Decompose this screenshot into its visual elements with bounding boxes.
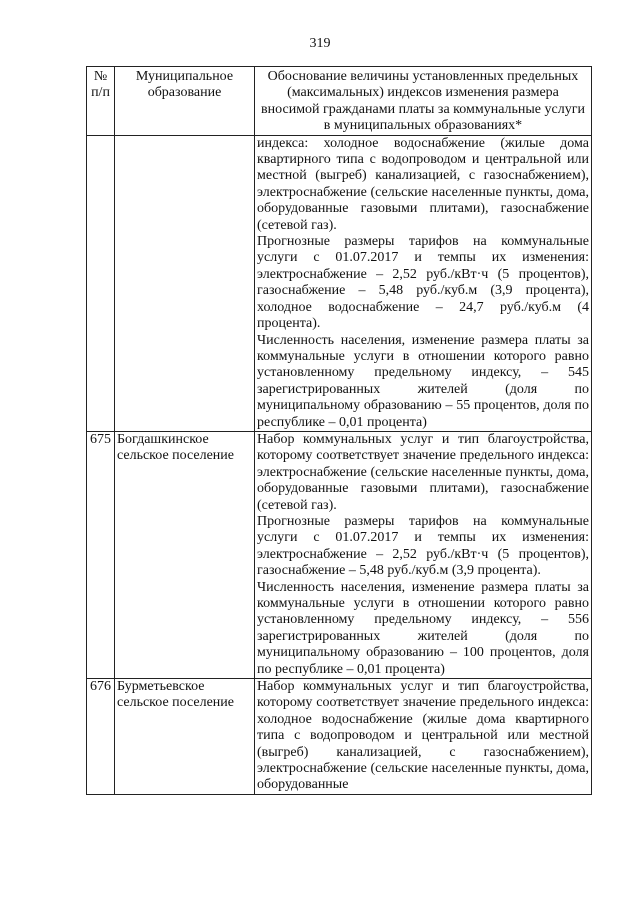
table-row [87, 431, 592, 678]
justification-paragraph: Набор коммунальных услуг и тип благоустройства, которому соответствует значение предельного индекса: холодное водоснабжение (жилые дома квартирного типа с водопроводом и центральной или местной (выгреб) канализацией, с газоснабжением), электроснабжение (сельские населенные пункты, дома, оборудованные [257, 679, 589, 793]
municipal-index-table [86, 66, 592, 795]
justification-paragraph: Прогнозные размеры тарифов на коммунальные услуги с 01.07.2017 и темпы их изменения: электроснабжение – 2,52 руб./кВт·ч (5 процентов), газоснабжение – 5,48 руб./куб.м (3,9 процента), холодное водоснабжение – 24,7 руб./куб.м (4 процента). [257, 234, 589, 332]
header-num: № п/п [87, 67, 115, 136]
row-justification [255, 135, 592, 431]
table-header-row [87, 67, 592, 136]
row-num [87, 135, 115, 431]
table-row [87, 135, 592, 431]
row-municipality [115, 135, 255, 431]
justification-paragraph: Прогнозные размеры тарифов на коммунальные услуги с 01.07.2017 и темпы их изменения: электроснабжение – 2,52 руб./кВт·ч (5 процентов), газоснабжение – 5,48 руб./куб.м (3,9 процента). [257, 513, 589, 579]
page-number: 319 [309, 36, 331, 51]
row-municipality: Бурметьевское сельское поселение [115, 679, 255, 795]
justification-paragraph: индекса: холодное водоснабжение (жилые дома квартирного типа с водопроводом и центральной или местной (выгреб) канализацией, с газоснабжением), электроснабжение (сельские населенные пункты, дома, оборудованные газовыми плитами), газоснабжение (сетевой газ). [257, 135, 589, 233]
row-justification [255, 679, 592, 795]
header-municipality: Муниципальное образование [115, 67, 255, 136]
row-num: 675 [87, 431, 115, 678]
justification-paragraph: Набор коммунальных услуг и тип благоустройства, которому соответствует значение предельного индекса: электроснабжение (сельские населенные пункты, дома, оборудованные газовыми плитами), газоснабжение (сетевой газ). [257, 431, 589, 513]
row-num: 676 [87, 679, 115, 795]
justification-paragraph: Численность населения, изменение размера платы за коммунальные услуги в отношении которого равно установленному предельному индексу, – 545 зарегистрированных жителей (доля по муниципальному образованию – 55 процентов, доля по республике – 0,01 процента) [257, 332, 589, 430]
row-justification [255, 431, 592, 678]
row-municipality: Богдашкинское сельское поселение [115, 431, 255, 678]
header-justification: Обоснование величины установленных предельных (максимальных) индексов изменения размера вносимой гражданами платы за коммунальные услуги в муниципальных образованиях* [255, 67, 592, 136]
table-row [87, 679, 592, 795]
justification-paragraph: Численность населения, изменение размера платы за коммунальные услуги в отношении которого равно установленному предельному индексу, – 556 зарегистрированных жителей (доля по муниципальному образованию – 100 процентов, доля по республике – 0,01 процента) [257, 579, 589, 677]
